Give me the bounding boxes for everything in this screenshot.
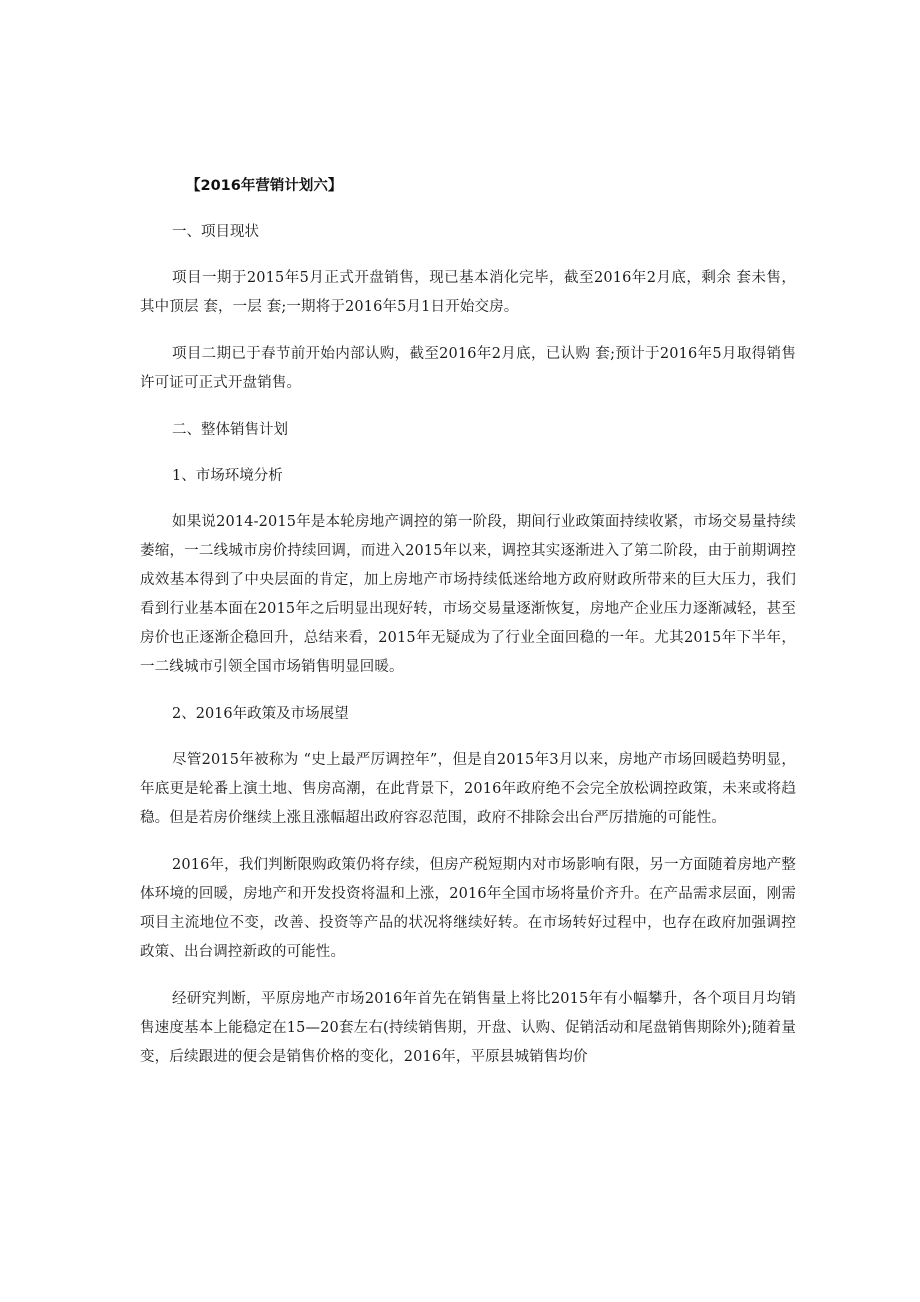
- paragraph-phase-two: 项目二期已于春节前开始内部认购，截至2016年2月底，已认购 套;预计于2016年5月取得销售许可证可正式开盘销售。: [140, 346, 796, 391]
- section-heading-2: 二、整体销售计划: [172, 422, 288, 438]
- paragraph-market-analysis: 如果说2014-2015年是本轮房地产调控的第一阶段，期间行业政策面持续收紧，市场交易量持续萎缩，一二线城市房价持续回调，而进入2015年以来，调控其实逐渐进入了第二阶段，由于前期调控成效基本得到了中央层面的肯定，加上房地产市场持续低迷给地方政府财政所带来的巨大压力，我们看到行业基本面在2015年之后明显出现好转，市场交易量逐渐恢复，房地产企业压力逐渐减轻，甚至房价也正逐渐企稳回升，总结来看，2015年无疑成为了行业全面回稳的一年。尤其2015年下半年，一二线城市引领全国市场销售明显回暖。: [140, 514, 796, 675]
- paragraph-policy-outlook: 尽管2015年被称为 “史上最严厉调控年”，但是自2015年3月以来，房地产市场回暖趋势明显，年底更是轮番上演土地、售房高潮，在此背景下，2016年政府绝不会完全放松调控政策，未来或将趋稳。但是若房价继续上涨且涨幅超出政府容忍范围，政府不排除会出台严厉措施的可能性。: [140, 752, 796, 826]
- subsection-heading-1: 1、市场环境分析: [172, 468, 283, 484]
- document-body: [140, 172, 796, 1090]
- section-heading-1: 一、项目现状: [172, 224, 259, 240]
- document-title: 【2016年营销计划六】: [186, 178, 343, 194]
- subsection-heading-2: 2、2016年政策及市场展望: [172, 706, 349, 722]
- paragraph-2016-judgment: 2016年，我们判断限购政策仍将存续，但房产税短期内对市场影响有限，另一方面随着房地产整体环境的回暖，房地产和开发投资将温和上涨，2016年全国市场将量价齐升。在产品需求层面，刚需项目主流地位不变，改善、投资等产品的状况将继续好转。在市场转好过程中，也存在政府加强调控政策、出台调控新政的可能性。: [140, 857, 796, 960]
- paragraph-phase-one: 项目一期于2015年5月正式开盘销售，现已基本消化完毕，截至2016年2月底，剩余 套未售，其中顶层 套，一层 套;一期将于2016年5月1日开始交房。: [140, 270, 796, 315]
- paragraph-local-forecast: 经研究判断，平原房地产市场2016年首先在销售量上将比2015年有小幅攀升，各个项目月均销售速度基本上能稳定在15—20套左右(持续销售期，开盘、认购、促销活动和尾盘销售期除外);随着量变，后续跟进的便会是销售价格的变化，2016年，平原县城销售均价: [140, 991, 796, 1065]
